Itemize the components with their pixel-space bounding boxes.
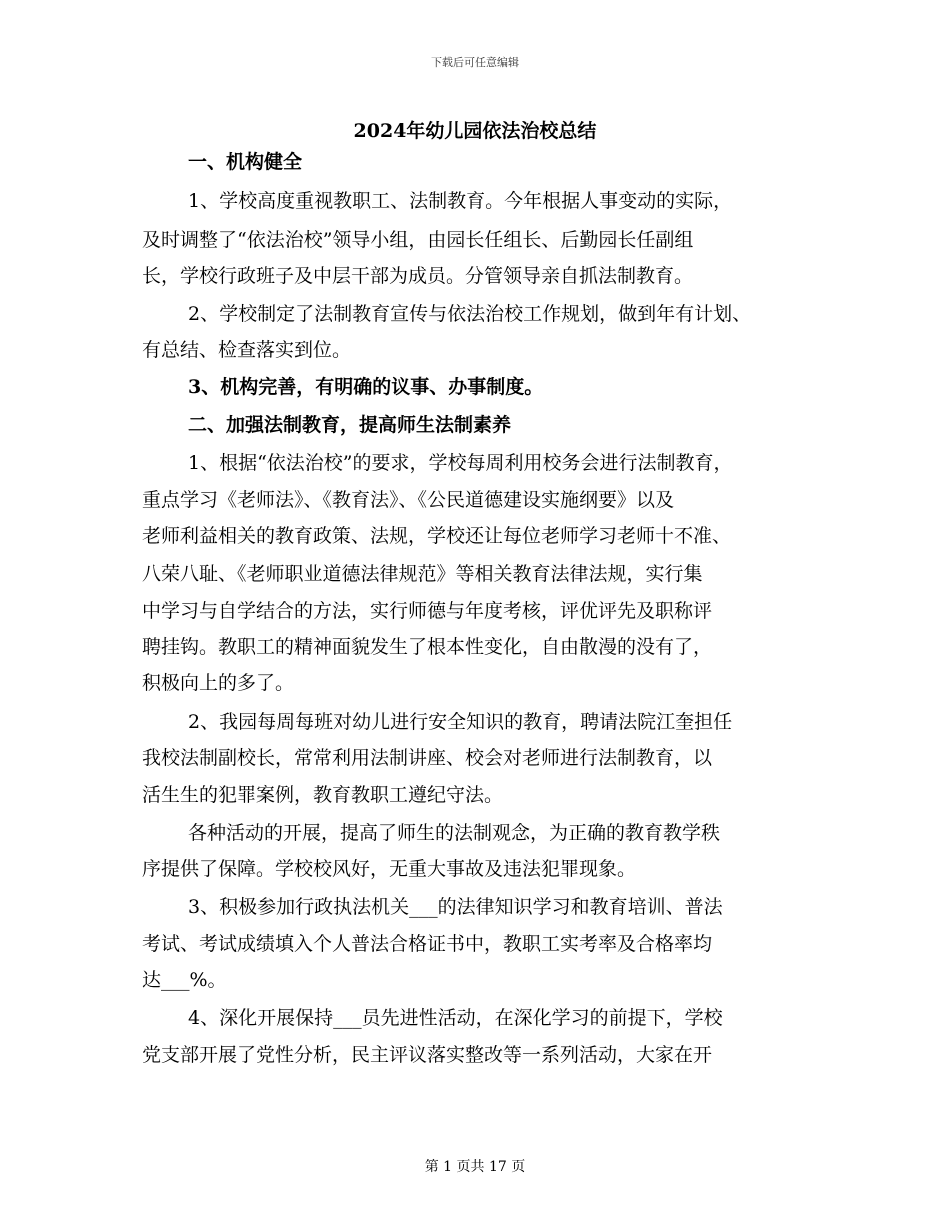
paragraph-line: 2、我园每周每班对幼儿进行安全知识的教育，聘请法院江奎担任 [188, 711, 733, 733]
heading-line: 一、机构健全 [188, 151, 303, 173]
paragraph-line: 聘挂钩。教职工的精神面貌发生了根本性变化，自由散漫的没有了， [142, 636, 713, 658]
paragraph-line: 中学习与自学结合的方法，实行师德与年度考核，评优评先及职称评 [142, 600, 713, 622]
page-footer: 第 1 页共 17 页 [424, 1159, 526, 1175]
paragraph-line: 4、深化开展保持___员先进性活动，在深化学习的前提下，学校 [188, 1007, 723, 1029]
paragraph-line: 重点学习《老师法》、《教育法》、《公民道德建设实施纲要》以及 [142, 489, 675, 511]
paragraph-line: 序提供了保障。学校校风好，无重大事故及违法犯罪现象。 [142, 858, 637, 880]
paragraph-line: 各种活动的开展，提高了师生的法制观念，为正确的教育教学秩 [188, 822, 721, 844]
heading-line: 3、机构完善，有明确的议事、办事制度。 [188, 376, 544, 398]
paragraph-line: 达___%。 [142, 969, 227, 991]
paragraph-line: 我校法制副校长，常常利用法制讲座、校会对老师进行法制教育，以 [142, 747, 713, 769]
paragraph-line: 有总结、检查落实到位。 [142, 339, 352, 361]
paragraph-line: 党支部开展了党性分析，民主评议落实整改等一系列活动，大家在开 [142, 1044, 713, 1066]
paragraph-line: 1、根据“依法治校”的要求，学校每周利用校务会进行法制教育， [188, 452, 733, 474]
document-title: 2024年幼儿园依法治校总结 [353, 120, 597, 142]
paragraph-line: 3、积极参加行政执法机关___的法律知识学习和教育培训、普法 [188, 896, 723, 918]
paragraph-line: 八荣八耻、《老师职业道德法律规范》等相关教育法律法规，实行集 [142, 563, 703, 585]
paragraph-line: 考试、考试成绩填入个人普法合格证书中，教职工实考率及合格率均 [142, 933, 713, 955]
paragraph-line: 积极向上的多了。 [142, 672, 295, 694]
paragraph-line: 长，学校行政班子及中层干部为成员。分管领导亲自抓法制教育。 [142, 265, 694, 287]
paragraph-line: 1、学校高度重视教职工、法制教育。今年根据人事变动的实际， [188, 190, 733, 212]
header-note: 下载后可任意编辑 [431, 56, 519, 69]
paragraph-line: 及时调整了“依法治校”领导小组，由园长任组长、后勤园长任副组 [142, 229, 694, 251]
paragraph-line: 2、学校制定了法制教育宣传与依法治校工作规划，做到年有计划、 [188, 303, 752, 325]
paragraph-line: 老师利益相关的教育政策、法规，学校还让每位老师学习老师十不准、 [142, 525, 732, 547]
paragraph-line: 活生生的犯罪案例，教育教职工遵纪守法。 [142, 784, 504, 806]
heading-line: 二、加强法制教育，提高师生法制素养 [188, 414, 512, 436]
